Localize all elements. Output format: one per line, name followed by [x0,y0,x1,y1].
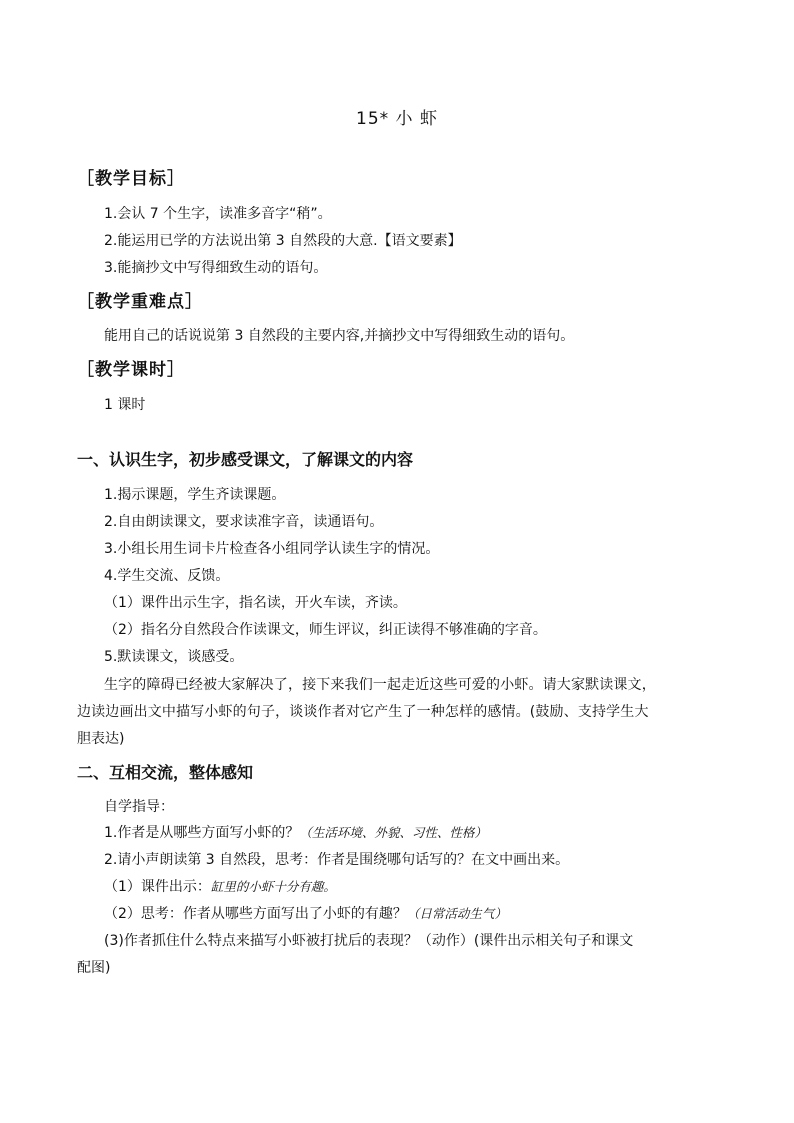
sub-item-3-line: (3)作者抓住什么特点来描写小虾被打扰后的表现？（动作）(课件出示相关句子和课文 [104,933,634,949]
section1-paragraph-line: 生字的障碍已经被大家解决了，接下来我们一起走近这些可爱的小虾。请大家默读课文， [104,677,656,693]
section1-item: 3.小组长用生词卡片检查各小组同学认读生字的情况。 [104,541,440,557]
section1-item: 4.学生交流、反馈。 [104,568,230,584]
section1-paragraph-line: 边读边画出文中描写小虾的句子，谈谈作者对它产生了一种怎样的感情。(鼓励、支持学生大 [77,704,649,720]
objectives-heading: ［教学目标］ [77,169,185,189]
section1-heading: 一、认识生字，初步感受课文，了解课文的内容 [77,450,414,469]
sub-item-2-note: （日常活动生气） [406,906,507,921]
sub-item-1-note: 缸里的小虾十分有趣。 [210,879,336,894]
section1-item: 2.自由朗读课文，要求读准字音，读通语句。 [104,514,384,530]
question-1-note: （生活环境、外貌、习性、性格） [299,825,487,840]
section1-item: （2）指名分自然段合作读课文，师生评议，纠正读得不够准确的字音。 [104,622,547,638]
sub-item-1-label: （1）课件出示： [104,879,211,895]
section1-item: 5.默读课文，谈感受。 [104,649,244,665]
question-2: 2.请小声朗读第 3 自然段，思考：作者是围绕哪句话写的？在文中画出来。 [104,852,570,868]
question-1 [104,824,487,842]
sub-item-2-text: （2）思考：作者从哪些方面写出了小虾的有趣？ [104,906,407,922]
section1-item: 1.揭示课题，学生齐读课题。 [104,487,286,503]
objective-item: 3.能摘抄文中写得细致生动的语句。 [104,260,328,276]
section1-paragraph-line: 胆表达) [77,731,125,747]
key-points-heading: ［教学重难点］ [77,292,203,312]
objective-item: 1.会认 7 个生字，读准多音字“稍”。 [104,206,332,222]
hours-heading: ［教学课时］ [77,360,185,380]
self-study-guide: 自学指导： [104,799,174,815]
hours-text: 1 课时 [104,397,146,413]
section2-heading: 二、互相交流，整体感知 [77,763,254,782]
key-points-text: 能用自己的话说说第 3 自然段的主要内容,并摘抄文中写得细致生动的语句。 [104,328,575,344]
sub-item-1 [104,878,336,896]
objective-item: 2.能运用已学的方法说出第 3 自然段的大意.【语文要素】 [104,233,462,249]
document-title: 15* 小 虾 [356,109,438,129]
question-1-text: 1.作者是从哪些方面写小虾的？ [104,825,300,841]
sub-item-2 [104,905,507,923]
sub-item-3-line: 配图) [77,960,111,976]
section1-item: （1）课件出示生字，指名读，开火车读，齐读。 [104,595,407,611]
